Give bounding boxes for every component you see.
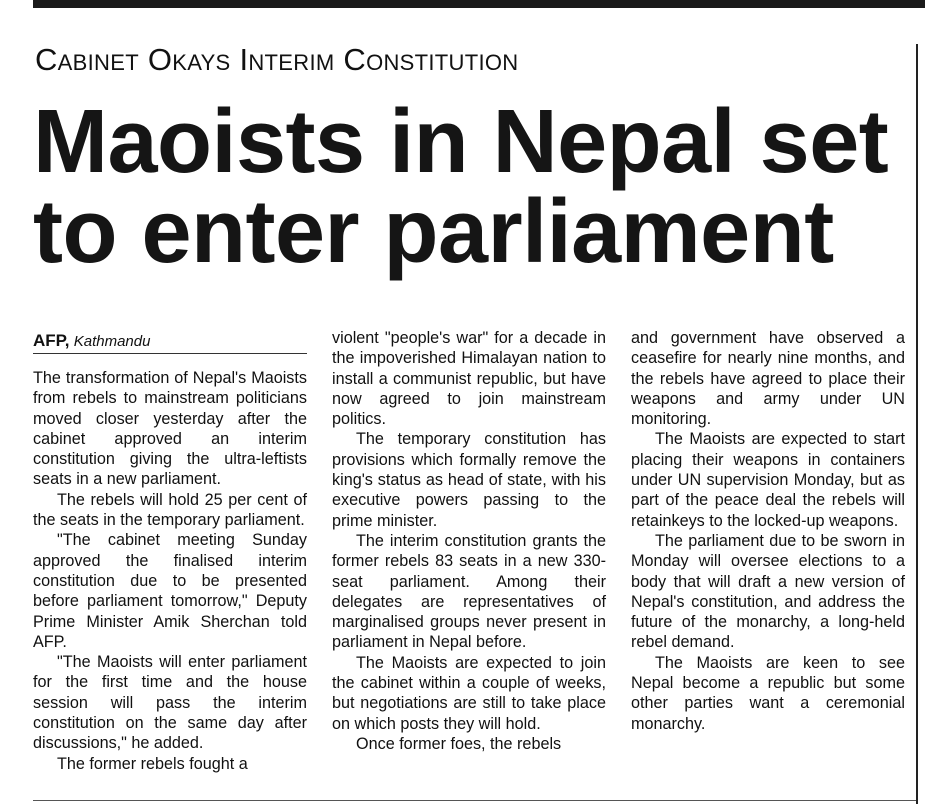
top-rule: [33, 0, 925, 8]
article-column-1: [33, 368, 307, 774]
paragraph: The Maoists are keen to see Nepal become a republic but some other parties want a ceremonial monarchy.: [631, 653, 905, 733]
paragraph: The temporary constitution has provisions which formally remove the king's status as head of state, with his executive powers passing to the prime minister.: [332, 430, 606, 530]
headline: Maoists in Nepal set to enter parliament: [33, 92, 889, 282]
article-column-2: [332, 328, 606, 754]
paragraph: "The cabinet meeting Sunday approved the finalised interim constitution due to be presented before parliament tomorrow," Deputy Prime Minister Amik Sherchan told AFP.: [33, 531, 307, 651]
kicker: Cabinet Okays Interim Constitution: [35, 42, 519, 77]
paragraph: The Maoists are expected to start placing their weapons in containers under UN supervision Monday, but as part of the peace deal the rebels will retainkeys to the locked-up weapons.: [631, 430, 905, 530]
paragraph: The transformation of Nepal's Maoists from rebels to mainstream politicians moved closer yesterday after the cabinet approved an interim constitution giving the ultra-leftists seats in a new parliament.: [33, 369, 307, 489]
paragraph: The rebels will hold 25 per cent of the seats in the temporary parliament.: [33, 490, 307, 530]
paragraph: Once former foes, the rebels: [356, 734, 562, 753]
bottom-rule: [33, 800, 916, 801]
byline-agency: AFP,: [33, 331, 70, 350]
paragraph: "The Maoists will enter parliament for the first time and the house session will pass the interim constitution on the same day after discussions," he added.: [33, 653, 307, 753]
paragraph: The interim constitution grants the former rebels 83 seats in a new 330-seat parliament. Among their delegates are representatives of marginalised groups never present in parliament in Nepal before.: [332, 531, 606, 652]
paragraph: The Maoists are expected to join the cabinet within a couple of weeks, but negotiations are still to take place on which posts they will hold.: [332, 653, 606, 733]
byline: [33, 331, 307, 354]
paragraph: and government have observed a ceasefire for nearly nine months, and the rebels have agreed to place their weapons and army under UN monitoring.: [631, 329, 905, 429]
paragraph: The parliament due to be sworn in Monday will oversee elections to a body that will draft a new version of Nepal's constitution, and address the future of the monarchy, a long-held rebel demand.: [631, 531, 905, 652]
paragraph: The former rebels fought a: [57, 754, 248, 773]
article-column-3: [631, 328, 905, 734]
right-rule: [916, 44, 918, 804]
paragraph: violent "people's war" for a decade in the impoverished Himalayan nation to install a communist republic, but have now agreed to join mainstream politics.: [332, 329, 606, 429]
byline-place: Kathmandu: [73, 333, 151, 350]
